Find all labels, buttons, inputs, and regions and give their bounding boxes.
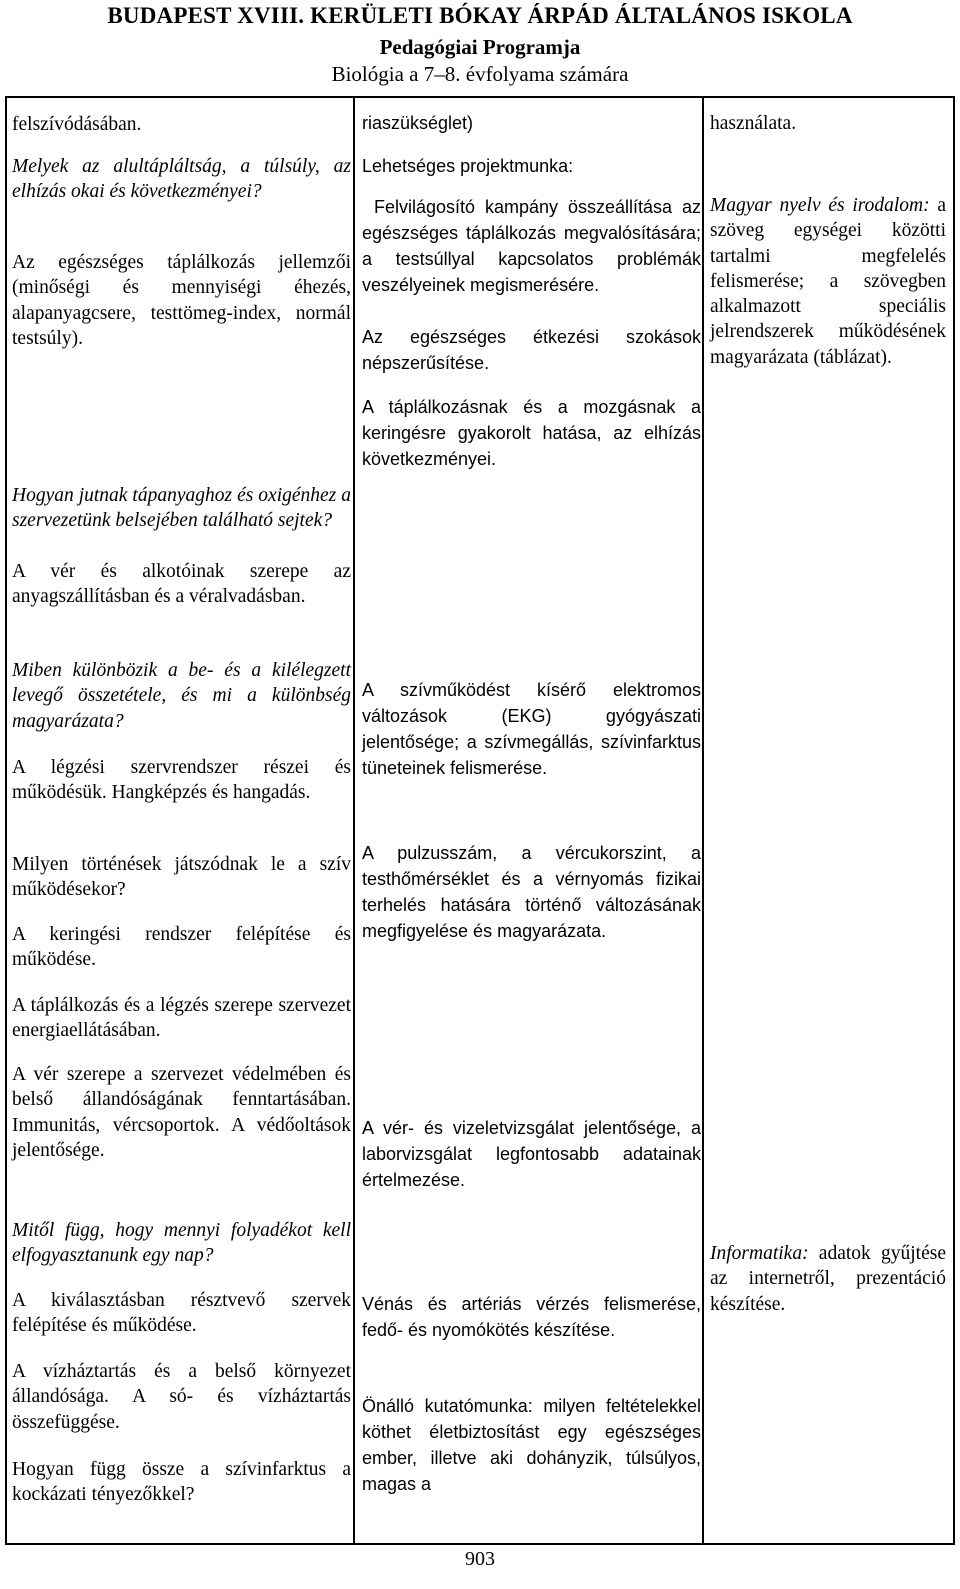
col3-crosscurricular	[710, 193, 946, 370]
col1-question: Mitől függ, hogy mennyi folyadékot kell elfogyasztanunk egy nap?	[12, 1220, 351, 1267]
col3-text: használata.	[710, 113, 797, 134]
col1-text: A vér és alkotóinak szerepe az anyagszállításban és a véralvadásban.	[12, 561, 351, 608]
subject-title: Biológia a 7–8. évfolyama számára	[331, 62, 629, 86]
col3-subject-text: adatok gyűjtése az internetről, prezentáció készítése.	[710, 1243, 946, 1315]
col1-text: Milyen történések játszódnak le a szív működésekor?	[12, 854, 351, 901]
col3-subject-text: a szöveg egységei közötti tartalmi megfelelés felismerése; a szövegben alkalmazott speciális jelrendszerek működésének magyarázata (táblázat).	[710, 195, 947, 368]
col1-question: Miben különbözik a be- és a kilélegzett levegő összetétele, és mi a különbség magyarázata?	[12, 660, 351, 732]
program-title: Pedagógiai Programja	[379, 35, 581, 59]
col1-text: A keringési rendszer felépítése és működése.	[12, 924, 351, 971]
col2-text: riaszükséglet)	[362, 113, 474, 133]
col2-text: Önálló kutatómunka: milyen feltételekkel köthet életbiztosítást egy egészséges ember, illetve aki dohányzik, túlsúlyos, magas a	[362, 1396, 701, 1494]
col3-subject-label: Informatika:	[710, 1243, 809, 1264]
col1-text: A táplálkozás és a légzés szerepe szervezet energiaellátásában.	[12, 995, 351, 1042]
col1-question: Melyek az alultápláltság, a túlsúly, az elhízás okai és következményei?	[12, 156, 351, 203]
col2-text: A szívműködést kísérő elektromos változások (EKG) gyógyászati jelentősége; a szívmegállás, szívinfarktus tüneteinek felismerése.	[362, 680, 701, 778]
col3-crosscurricular	[710, 1241, 946, 1317]
col2-text: Az egészséges étkezési szokások népszerűsítése.	[362, 327, 701, 373]
col1-text: A vízháztartás és a belső környezet állandósága. A só- és vízháztartás összefüggése.	[12, 1361, 351, 1433]
col2-text: A vér- és vizeletvizsgálat jelentősége, a laborvizsgálat legfontosabb adatainak értelmezése.	[362, 1118, 701, 1190]
project-label: Lehetséges projektmunka:	[362, 156, 574, 176]
col2-text: Vénás és artériás vérzés felismerése, fedő- és nyomókötés készítése.	[362, 1294, 701, 1340]
col2-text: Felvilágosító kampány összeállítása az egészséges táplálkozás megvalósítására; a testsúllyal kapcsolatos problémák veszélyeinek megismerésére.	[362, 197, 701, 295]
col1-question: Hogyan jutnak tápanyaghoz és oxigénhez a szervezetünk belsejében található sejtek?	[12, 485, 351, 532]
col1-text: A kiválasztásban résztvevő szervek felépítése és működése.	[12, 1290, 351, 1337]
col1-text: A vér szerepe a szervezet védelmében és belső állandóságának fenntartásában. Immunitás, vércsoportok. A védőoltások jelentősége.	[12, 1064, 351, 1161]
col1-text: Az egészséges táplálkozás jellemzői (minőségi és mennyiségi éhezés, alapanyagcsere, testtömeg-index, normál testsúly).	[12, 252, 351, 349]
col1-text: A légzési szervrendszer részei és működésük. Hangképzés és hangadás.	[12, 757, 351, 804]
page-number: 903	[465, 1548, 495, 1570]
col2-text: A táplálkozásnak és a mozgásnak a keringésre gyakorolt hatása, az elhízás következményei.	[362, 397, 701, 469]
curriculum-table	[5, 96, 955, 1545]
col2-text: A pulzusszám, a vércukorszint, a testhőmérséklet és a vérnyomás fizikai terhelés hatására történő változásának megfigyelése és magyarázata.	[362, 843, 701, 941]
col1-text: Hogyan függ össze a szívinfarktus a kockázati tényezőkkel?	[12, 1459, 351, 1506]
school-name: BUDAPEST XVIII. KERÜLETI BÓKAY ÁRPÁD ÁLTALÁNOS ISKOLA	[107, 3, 853, 28]
col3-subject-label: Magyar nyelv és irodalom:	[710, 195, 930, 216]
column-divider	[353, 98, 355, 1543]
col1-text: felszívódásában.	[12, 114, 142, 135]
column-divider	[702, 98, 704, 1543]
